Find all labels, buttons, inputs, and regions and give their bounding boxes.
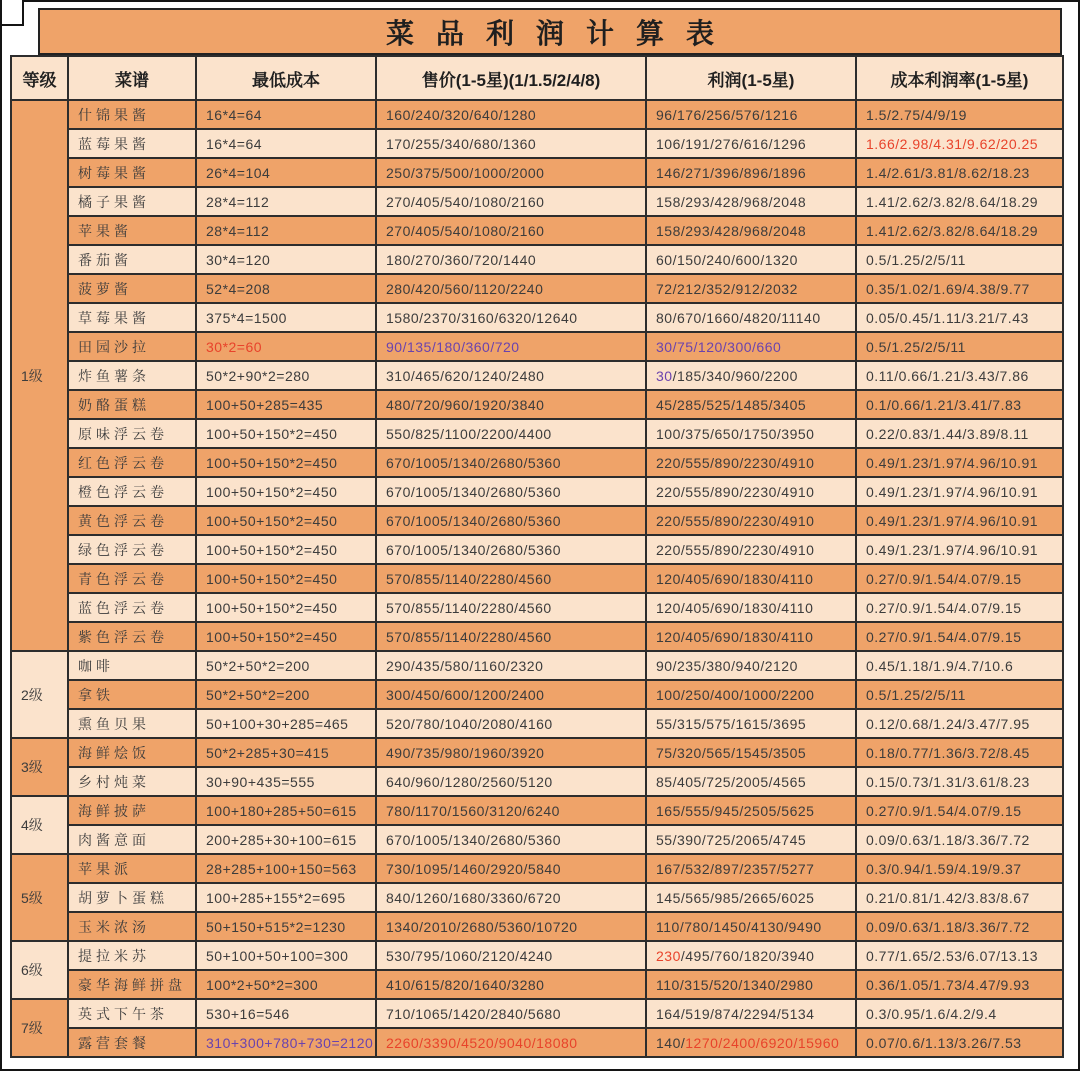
cost-cell[interactable]: 100+50+150*2=450 [196,593,376,622]
profit-cell[interactable]: 72/212/352/912/2032 [646,274,856,303]
profit-cell[interactable]: 120/405/690/1830/4110 [646,593,856,622]
price-cell[interactable]: 180/270/360/720/1440 [376,245,646,274]
recipe-cell[interactable]: 拿铁 [68,680,196,709]
rate-cell[interactable]: 0.09/0.63/1.18/3.36/7.72 [856,825,1063,854]
price-cell[interactable]: 280/420/560/1120/2240 [376,274,646,303]
profit-cell[interactable]: 85/405/725/2005/4565 [646,767,856,796]
table-row [11,129,1063,158]
cell-text-segment: 140/ [656,1034,686,1051]
recipe-cell[interactable]: 玉米浓汤 [68,912,196,941]
cost-cell[interactable]: 100+50+150*2=450 [196,448,376,477]
recipe-cell[interactable]: 绿色浮云卷 [68,535,196,564]
price-cell[interactable]: 270/405/540/1080/2160 [376,187,646,216]
profit-cell[interactable]: 158/293/428/968/2048 [646,216,856,245]
rate-cell[interactable]: 0.07/0.6/1.13/3.26/7.53 [856,1028,1063,1057]
price-cell[interactable]: 570/855/1140/2280/4560 [376,593,646,622]
cost-cell[interactable]: 52*4=208 [196,274,376,303]
rate-cell[interactable]: 0.35/1.02/1.69/4.38/9.77 [856,274,1063,303]
rate-cell[interactable]: 0.5/1.25/2/5/11 [856,332,1063,361]
table-row [11,767,1063,796]
table-row [11,216,1063,245]
profit-cell[interactable]: 45/285/525/1485/3405 [646,390,856,419]
column-header-profit[interactable]: 利润(1-5星) [646,56,856,100]
profit-cell[interactable] [646,941,856,970]
recipe-cell[interactable]: 海鲜烩饭 [68,738,196,767]
profit-cell[interactable]: 60/150/240/600/1320 [646,245,856,274]
recipe-cell[interactable]: 黄色浮云卷 [68,506,196,535]
table-row [11,274,1063,303]
rate-cell[interactable]: 0.27/0.9/1.54/4.07/9.15 [856,593,1063,622]
table-row [11,680,1063,709]
table-row [11,883,1063,912]
cost-cell[interactable]: 50+150+515*2=1230 [196,912,376,941]
page-title: 菜品利润计算表 [385,17,736,49]
table-row [11,448,1063,477]
recipe-cell[interactable]: 胡萝卜蛋糕 [68,883,196,912]
cost-cell[interactable]: 16*4=64 [196,100,376,129]
rate-cell[interactable]: 0.3/0.95/1.6/4.2/9.4 [856,999,1063,1028]
recipe-cell[interactable]: 菠萝酱 [68,274,196,303]
table-row [11,361,1063,390]
recipe-cell[interactable]: 苹果酱 [68,216,196,245]
rate-cell[interactable]: 0.18/0.77/1.36/3.72/8.45 [856,738,1063,767]
cost-cell[interactable]: 100+50+150*2=450 [196,477,376,506]
price-cell[interactable]: 670/1005/1340/2680/5360 [376,448,646,477]
recipe-cell[interactable]: 青色浮云卷 [68,564,196,593]
profit-cell[interactable]: 110/315/520/1340/2980 [646,970,856,999]
price-cell[interactable]: 1580/2370/3160/6320/12640 [376,303,646,332]
profit-cell[interactable]: 167/532/897/2357/5277 [646,854,856,883]
profit-cell[interactable]: 165/555/945/2505/5625 [646,796,856,825]
cost-cell[interactable]: 100+50+150*2=450 [196,564,376,593]
recipe-cell[interactable]: 蓝色浮云卷 [68,593,196,622]
cost-cell[interactable]: 200+285+30+100=615 [196,825,376,854]
cost-cell[interactable]: 100+50+285=435 [196,390,376,419]
cost-cell[interactable]: 50*2+50*2=200 [196,651,376,680]
price-cell[interactable]: 290/435/580/1160/2320 [376,651,646,680]
table-row [11,158,1063,187]
recipe-cell[interactable]: 什锦果酱 [68,100,196,129]
cell-text-segment: 310+300+780+730=2120 [206,1034,374,1051]
recipe-cell[interactable]: 苹果派 [68,854,196,883]
cell-text-segment: 1270/2400/6920/15960 [685,1034,840,1051]
table-row [11,477,1063,506]
profit-cell[interactable] [646,361,856,390]
recipe-cell[interactable]: 田园沙拉 [68,332,196,361]
level-cell[interactable]: 5级 [11,854,68,941]
table-row [11,390,1063,419]
cost-cell[interactable]: 100*2+50*2=300 [196,970,376,999]
profit-cell[interactable]: 100/250/400/1000/2200 [646,680,856,709]
price-cell[interactable]: 530/795/1060/2120/4240 [376,941,646,970]
recipe-cell[interactable]: 原味浮云卷 [68,419,196,448]
table-row [11,303,1063,332]
recipe-cell[interactable]: 紫色浮云卷 [68,622,196,651]
recipe-cell[interactable]: 蓝莓果酱 [68,129,196,158]
price-cell[interactable]: 1340/2010/2680/5360/10720 [376,912,646,941]
profit-cell[interactable]: 75/320/565/1545/3505 [646,738,856,767]
level-cell[interactable]: 1级 [11,100,68,651]
recipe-cell[interactable]: 乡村炖菜 [68,767,196,796]
table-title-cell[interactable] [38,8,1062,55]
profit-cell[interactable]: 220/555/890/2230/4910 [646,506,856,535]
profit-cell[interactable]: 120/405/690/1830/4110 [646,622,856,651]
price-cell[interactable]: 270/405/540/1080/2160 [376,216,646,245]
rate-cell[interactable]: 0.12/0.68/1.24/3.47/7.95 [856,709,1063,738]
rate-cell[interactable]: 0.36/1.05/1.73/4.47/9.93 [856,970,1063,999]
column-header-min-cost[interactable]: 最低成本 [196,56,376,100]
cost-cell[interactable]: 28*4=112 [196,187,376,216]
profit-cell[interactable] [646,1028,856,1057]
rate-cell[interactable]: 1.5/2.75/4/9/19 [856,100,1063,129]
cost-cell[interactable]: 30+90+435=555 [196,767,376,796]
cost-cell[interactable]: 16*4=64 [196,129,376,158]
profit-cell[interactable]: 55/315/575/1615/3695 [646,709,856,738]
profit-cell[interactable]: 158/293/428/968/2048 [646,187,856,216]
level-cell[interactable]: 2级 [11,651,68,738]
table-row [11,738,1063,767]
price-cell[interactable]: 670/1005/1340/2680/5360 [376,535,646,564]
level-cell[interactable]: 3级 [11,738,68,796]
cell-text-segment: 90/135/180/360/720 [386,338,520,355]
table-row [11,506,1063,535]
rate-cell[interactable]: 0.49/1.23/1.97/4.96/10.91 [856,535,1063,564]
profit-cell[interactable]: 164/519/874/2294/5134 [646,999,856,1028]
cost-cell[interactable]: 26*4=104 [196,158,376,187]
profit-cell[interactable]: 55/390/725/2065/4745 [646,825,856,854]
price-cell[interactable]: 670/1005/1340/2680/5360 [376,477,646,506]
recipe-cell[interactable]: 豪华海鲜拼盘 [68,970,196,999]
recipe-cell[interactable]: 橙色浮云卷 [68,477,196,506]
recipe-cell[interactable]: 熏鱼贝果 [68,709,196,738]
price-cell[interactable]: 840/1260/1680/3360/6720 [376,883,646,912]
cost-cell[interactable]: 28+285+100+150=563 [196,854,376,883]
recipe-cell[interactable]: 英式下午茶 [68,999,196,1028]
header-row [11,56,1063,100]
rate-cell[interactable]: 0.05/0.45/1.11/3.21/7.43 [856,303,1063,332]
table-row [11,187,1063,216]
profit-cell[interactable]: 220/555/890/2230/4910 [646,477,856,506]
recipe-cell[interactable]: 海鲜披萨 [68,796,196,825]
price-cell[interactable]: 160/240/320/640/1280 [376,100,646,129]
column-header-price[interactable]: 售价(1-5星)(1/1.5/2/4/8) [376,56,646,100]
recipe-cell[interactable]: 炸鱼薯条 [68,361,196,390]
rate-cell[interactable]: 0.45/1.18/1.9/4.7/10.6 [856,651,1063,680]
rate-cell[interactable]: 1.4/2.61/3.81/8.62/18.23 [856,158,1063,187]
cost-cell[interactable] [196,1028,376,1057]
rate-cell[interactable]: 0.27/0.9/1.54/4.07/9.15 [856,622,1063,651]
rate-cell[interactable]: 1.41/2.62/3.82/8.64/18.29 [856,216,1063,245]
recipe-cell[interactable]: 露营套餐 [68,1028,196,1057]
table-row [11,854,1063,883]
price-cell[interactable]: 570/855/1140/2280/4560 [376,564,646,593]
profit-cell[interactable]: 220/555/890/2230/4910 [646,535,856,564]
profit-cell[interactable]: 146/271/396/896/1896 [646,158,856,187]
cell-text-segment: 30/75/120/300/660 [656,338,782,355]
profit-cell[interactable]: 145/565/985/2665/6025 [646,883,856,912]
profit-cell[interactable] [646,332,856,361]
rate-cell[interactable]: 0.77/1.65/2.53/6.07/13.13 [856,941,1063,970]
recipe-cell[interactable]: 草莓果酱 [68,303,196,332]
cost-cell[interactable]: 28*4=112 [196,216,376,245]
price-cell[interactable]: 300/450/600/1200/2400 [376,680,646,709]
rate-cell[interactable]: 1.41/2.62/3.82/8.64/18.29 [856,187,1063,216]
table-row [11,825,1063,854]
price-cell[interactable]: 310/465/620/1240/2480 [376,361,646,390]
cost-cell[interactable]: 100+50+150*2=450 [196,535,376,564]
cell-text-segment: 2260/3390/4520/9040/18080 [386,1034,578,1051]
price-cell[interactable]: 520/780/1040/2080/4160 [376,709,646,738]
table-row [11,245,1063,274]
rate-cell[interactable]: 0.5/1.25/2/5/11 [856,680,1063,709]
table-row [11,419,1063,448]
price-cell[interactable]: 780/1170/1560/3120/6240 [376,796,646,825]
price-cell[interactable]: 550/825/1100/2200/4400 [376,419,646,448]
rate-cell[interactable]: 0.22/0.83/1.44/3.89/8.11 [856,419,1063,448]
recipe-cell[interactable]: 番茄酱 [68,245,196,274]
profit-cell[interactable]: 120/405/690/1830/4110 [646,564,856,593]
recipe-cell[interactable]: 咖啡 [68,651,196,680]
level-cell[interactable]: 4级 [11,796,68,854]
table-row [11,100,1063,129]
price-cell[interactable]: 670/1005/1340/2680/5360 [376,825,646,854]
level-cell[interactable]: 7级 [11,999,68,1057]
profit-cell[interactable]: 80/670/1660/4820/11140 [646,303,856,332]
cost-cell[interactable]: 530+16=546 [196,999,376,1028]
column-header-recipe[interactable]: 菜谱 [68,56,196,100]
cost-cell[interactable]: 50+100+50+100=300 [196,941,376,970]
rate-cell[interactable]: 0.3/0.94/1.59/4.19/9.37 [856,854,1063,883]
cell-text-segment: 230 [656,947,681,964]
column-header-level[interactable]: 等级 [11,56,68,100]
recipe-cell[interactable]: 肉酱意面 [68,825,196,854]
table-row [11,999,1063,1028]
rate-cell[interactable]: 0.15/0.73/1.31/3.61/8.23 [856,767,1063,796]
rate-cell[interactable]: 0.27/0.9/1.54/4.07/9.15 [856,796,1063,825]
profit-cell[interactable]: 90/235/380/940/2120 [646,651,856,680]
table-row [11,332,1063,361]
rate-cell[interactable]: 0.11/0.66/1.21/3.43/7.86 [856,361,1063,390]
level-cell[interactable]: 6级 [11,941,68,999]
table-row [11,796,1063,825]
cost-cell[interactable]: 50*2+50*2=200 [196,680,376,709]
recipe-cell[interactable]: 橘子果酱 [68,187,196,216]
table-row [11,535,1063,564]
profit-table [10,55,1064,1058]
profit-cell[interactable]: 220/555/890/2230/4910 [646,448,856,477]
price-cell[interactable]: 480/720/960/1920/3840 [376,390,646,419]
rate-cell[interactable]: 0.27/0.9/1.54/4.07/9.15 [856,564,1063,593]
rate-cell[interactable]: 0.49/1.23/1.97/4.96/10.91 [856,448,1063,477]
table-row [11,1028,1063,1057]
cost-cell[interactable] [196,332,376,361]
price-cell[interactable]: 170/255/340/680/1360 [376,129,646,158]
cell-text-segment: /495/760/1820/3940 [680,947,815,964]
profit-cell[interactable]: 96/176/256/576/1216 [646,100,856,129]
rate-cell[interactable]: 0.49/1.23/1.97/4.96/10.91 [856,477,1063,506]
table-row [11,564,1063,593]
recipe-cell[interactable]: 红色浮云卷 [68,448,196,477]
rate-cell[interactable]: 0.21/0.81/1.42/3.83/8.67 [856,883,1063,912]
price-cell[interactable]: 490/735/980/1960/3920 [376,738,646,767]
table-row [11,912,1063,941]
cost-cell[interactable]: 100+50+150*2=450 [196,419,376,448]
table-row [11,970,1063,999]
cost-cell[interactable]: 100+180+285+50=615 [196,796,376,825]
rate-cell[interactable]: 0.5/1.25/2/5/11 [856,245,1063,274]
profit-cell[interactable]: 110/780/1450/4130/9490 [646,912,856,941]
recipe-cell[interactable]: 提拉米苏 [68,941,196,970]
price-cell[interactable]: 570/855/1140/2280/4560 [376,622,646,651]
price-cell[interactable]: 670/1005/1340/2680/5360 [376,506,646,535]
rate-cell[interactable]: 0.1/0.66/1.21/3.41/7.83 [856,390,1063,419]
price-cell[interactable]: 250/375/500/1000/2000 [376,158,646,187]
table-row [11,651,1063,680]
price-cell[interactable]: 410/615/820/1640/3280 [376,970,646,999]
column-header-cost-profit-rate[interactable]: 成本利润率(1-5星) [856,56,1063,100]
price-cell[interactable]: 710/1065/1420/2840/5680 [376,999,646,1028]
table-row [11,622,1063,651]
price-cell[interactable]: 730/1095/1460/2920/5840 [376,854,646,883]
cost-cell[interactable]: 100+50+150*2=450 [196,506,376,535]
rate-cell[interactable]: 0.49/1.23/1.97/4.96/10.91 [856,506,1063,535]
profit-table-body [11,100,1063,1057]
cell-text-segment: 30*2=60 [206,338,263,355]
table-row [11,709,1063,738]
cost-cell[interactable]: 100+285+155*2=695 [196,883,376,912]
price-cell[interactable]: 640/960/1280/2560/5120 [376,767,646,796]
cost-cell[interactable]: 375*4=1500 [196,303,376,332]
cell-text-segment: /185/340/960/2200 [672,367,798,384]
price-cell[interactable] [376,1028,646,1057]
cost-cell[interactable]: 30*4=120 [196,245,376,274]
recipe-cell[interactable]: 奶酪蛋糕 [68,390,196,419]
recipe-cell[interactable]: 树莓果酱 [68,158,196,187]
cost-cell[interactable]: 50*2+285+30=415 [196,738,376,767]
price-cell[interactable] [376,332,646,361]
cost-cell[interactable]: 50*2+90*2=280 [196,361,376,390]
table-row [11,593,1063,622]
profit-cell[interactable]: 100/375/650/1750/3950 [646,419,856,448]
rate-cell[interactable] [856,129,1063,158]
cell-text-segment: 1.66/2.98/4.31/9.62/20.25 [866,135,1039,152]
cost-cell[interactable]: 50+100+30+285=465 [196,709,376,738]
cell-text-segment: 30 [656,367,673,384]
profit-cell[interactable]: 106/191/276/616/1296 [646,129,856,158]
table-row [11,941,1063,970]
corner-cell-artifact [0,0,24,26]
cost-cell[interactable]: 100+50+150*2=450 [196,622,376,651]
rate-cell[interactable]: 0.09/0.63/1.18/3.36/7.72 [856,912,1063,941]
